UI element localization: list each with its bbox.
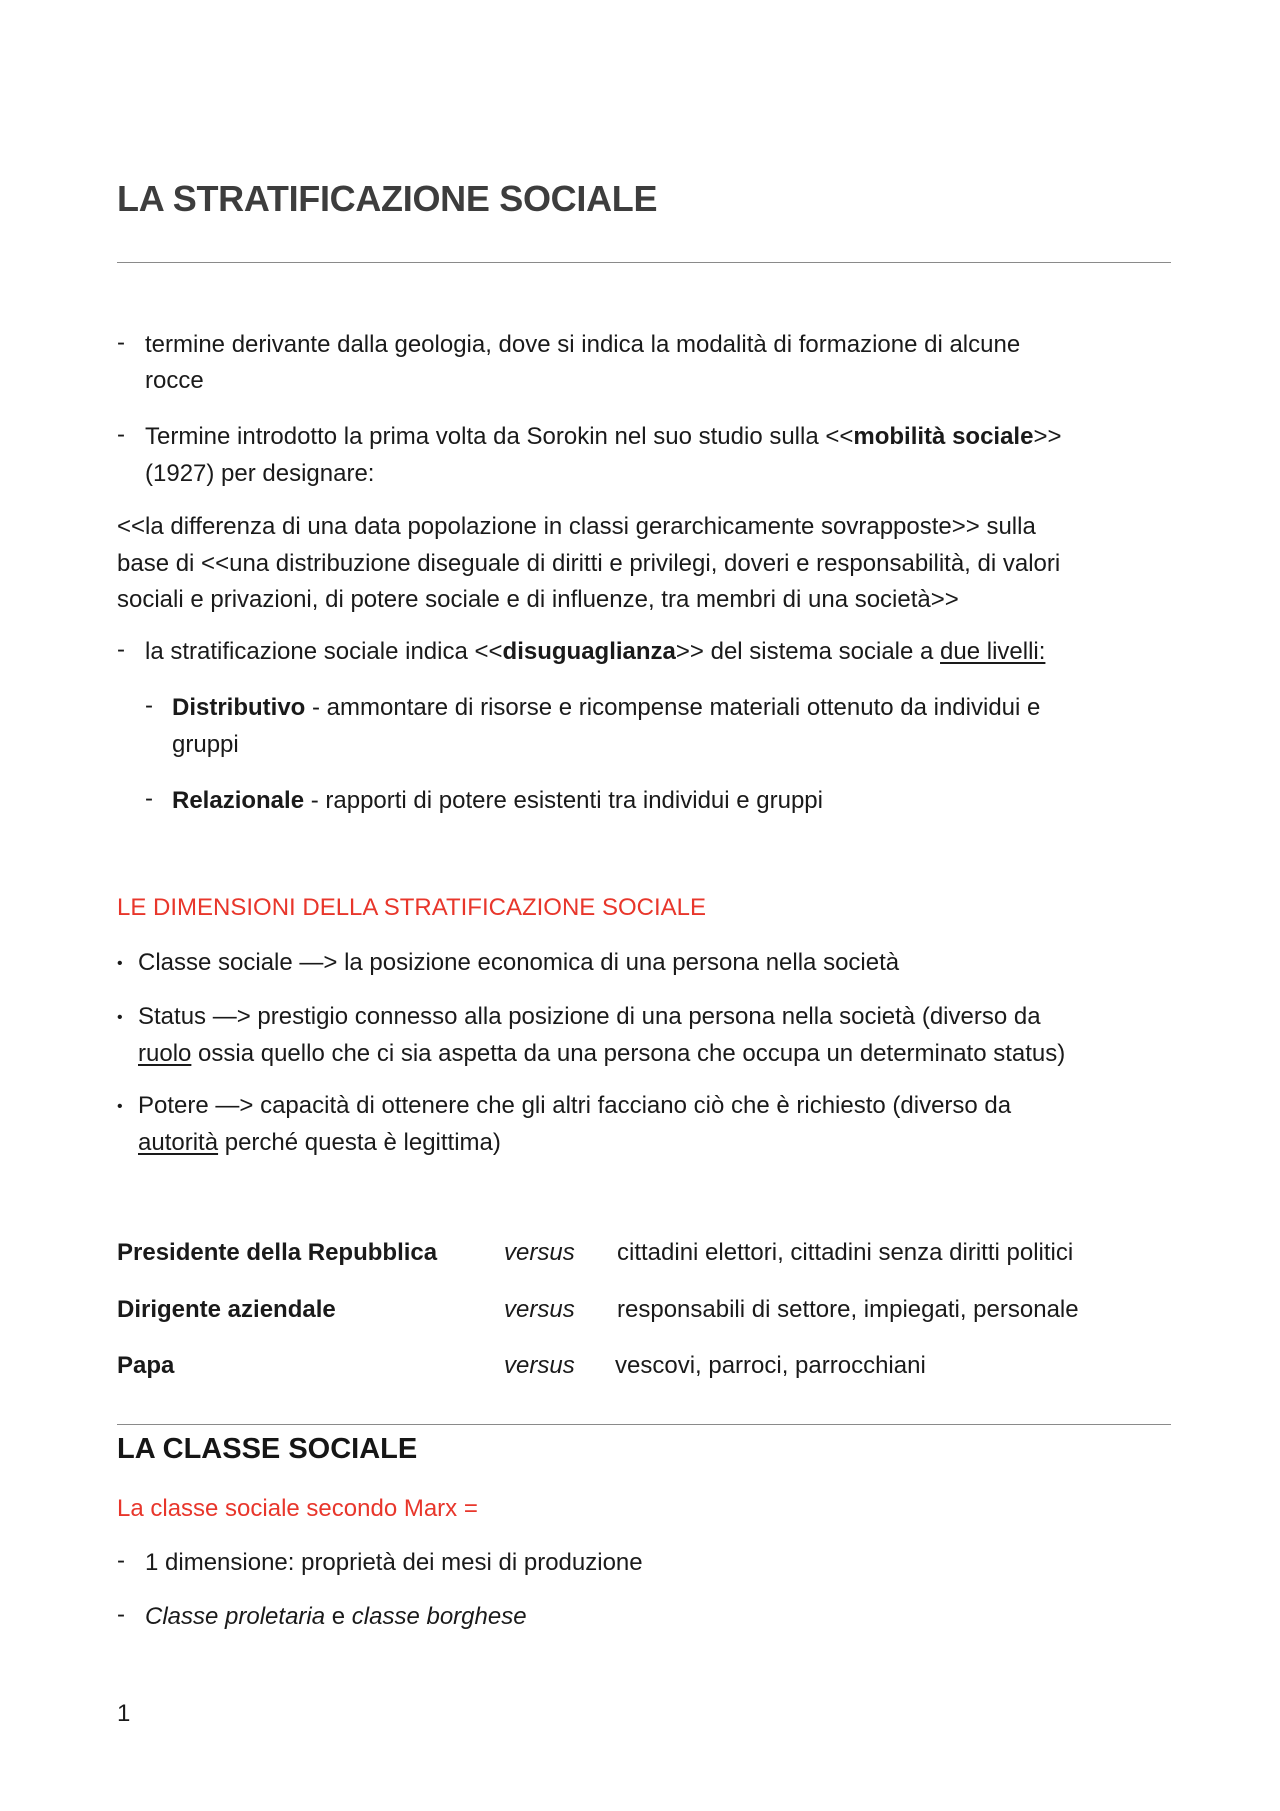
classe-connector: e: [325, 1603, 352, 1630]
item-3-pre: la stratificazione sociale indica <<: [145, 638, 503, 665]
item-2-bold: mobilità sociale: [853, 423, 1034, 450]
item-1-line-2: rocce: [145, 367, 204, 394]
versus-row-right: vescovi, parroci, parrocchiani: [615, 1352, 926, 1379]
quote-line-3: sociali e privazioni, di potere sociale e di influenze, tra membri di una società>>: [117, 586, 959, 613]
page-number: 1: [117, 1700, 131, 1727]
item-1-line-1: termine derivante dalla geologia, dove si indica la modalità di formazione di alcune: [145, 331, 1021, 358]
dash-marker: -: [117, 636, 125, 663]
classe-borghese: classe borghese: [351, 1603, 527, 1630]
versus-row-left: Papa: [117, 1352, 175, 1379]
item-3-bold: disuguaglianza: [502, 638, 676, 665]
item-3-underline: due livelli:: [940, 638, 1046, 665]
sub-item-1-bold: Distributivo: [172, 694, 306, 721]
classe-item-1: 1 dimensione: proprietà dei mesi di produzione: [145, 1549, 643, 1576]
divider: [117, 262, 1171, 263]
ruolo-underline: ruolo: [138, 1040, 192, 1067]
dimension-bullet-3-line-2: [138, 1124, 501, 1161]
dash-marker: -: [145, 785, 153, 812]
versus-row-left: Presidente della Repubblica: [117, 1239, 438, 1266]
dimension-bullet-3-line-1: Potere —> capacità di ottenere che gli altri facciano ciò che è richiesto (diverso da: [138, 1092, 1012, 1119]
versus-row-left: Dirigente aziendale: [117, 1296, 336, 1323]
bullet-icon: •: [117, 1098, 123, 1115]
classe-sociale-heading: LA CLASSE SOCIALE: [117, 1433, 418, 1465]
dimensions-heading: LE DIMENSIONI DELLA STRATIFICAZIONE SOCIALE: [117, 894, 707, 921]
item-3-mid: >> del sistema sociale a: [675, 638, 941, 665]
versus-row-right: responsabili di settore, impiegati, personale: [617, 1296, 1079, 1323]
dimension-bullet-2-line-2: [138, 1035, 1065, 1072]
dimension-bullet-2-rest: ossia quello che ci sia aspetta da una persona che occupa un determinato status): [191, 1040, 1066, 1067]
sub-item-2-text: - rapporti di potere esistenti tra individui e gruppi: [304, 787, 823, 814]
sub-item-1-text: - ammontare di risorse e ricompense materiali ottenuto da individui e: [305, 694, 1041, 721]
versus-row-right: cittadini elettori, cittadini senza diritti politici: [617, 1239, 1074, 1266]
dimension-bullet-2-line-1: Status —> prestigio connesso alla posizione di una persona nella società (diverso da: [138, 1003, 1041, 1030]
dash-marker: -: [117, 1547, 125, 1574]
marx-subheading: La classe sociale secondo Marx =: [117, 1495, 478, 1522]
sub-item-2-line: [172, 782, 823, 819]
item-2-line-2: (1927) per designare:: [145, 460, 375, 487]
dash-marker: -: [145, 692, 153, 719]
item-3-line: [145, 633, 1045, 670]
bullet-icon: •: [117, 955, 123, 972]
sub-item-1-line-1: [172, 689, 1040, 726]
bullet-icon: •: [117, 1009, 123, 1026]
sub-item-2-bold: Relazionale: [172, 787, 305, 814]
versus-row-mid: versus: [504, 1239, 575, 1266]
item-2-post: >>: [1033, 423, 1062, 450]
page-title: LA STRATIFICAZIONE SOCIALE: [117, 178, 658, 219]
dimension-bullet-1: Classe sociale —> la posizione economica di una persona nella società: [138, 949, 900, 976]
classe-proletaria: Classe proletaria: [145, 1603, 326, 1630]
item-2-pre: Termine introdotto la prima volta da Sorokin nel suo studio sulla <<: [145, 423, 854, 450]
sub-item-1-line-2: gruppi: [172, 731, 239, 758]
versus-row-mid: versus: [504, 1296, 575, 1323]
item-2-line-1: [145, 418, 1061, 455]
dash-marker: -: [117, 329, 125, 356]
versus-row-mid: versus: [504, 1352, 575, 1379]
divider: [117, 1424, 1171, 1425]
quote-line-1: <<la differenza di una data popolazione in classi gerarchicamente sovrapposte>> sulla: [117, 513, 1036, 540]
autorita-underline: autorità: [138, 1129, 219, 1156]
classe-item-2: [145, 1598, 527, 1635]
dash-marker: -: [117, 421, 125, 448]
dash-marker: -: [117, 1601, 125, 1628]
quote-line-2: base di <<una distribuzione diseguale di diritti e privilegi, doveri e responsabilità, di valori: [117, 550, 1061, 577]
dimension-bullet-3-rest: perché questa è legittima): [218, 1129, 501, 1156]
